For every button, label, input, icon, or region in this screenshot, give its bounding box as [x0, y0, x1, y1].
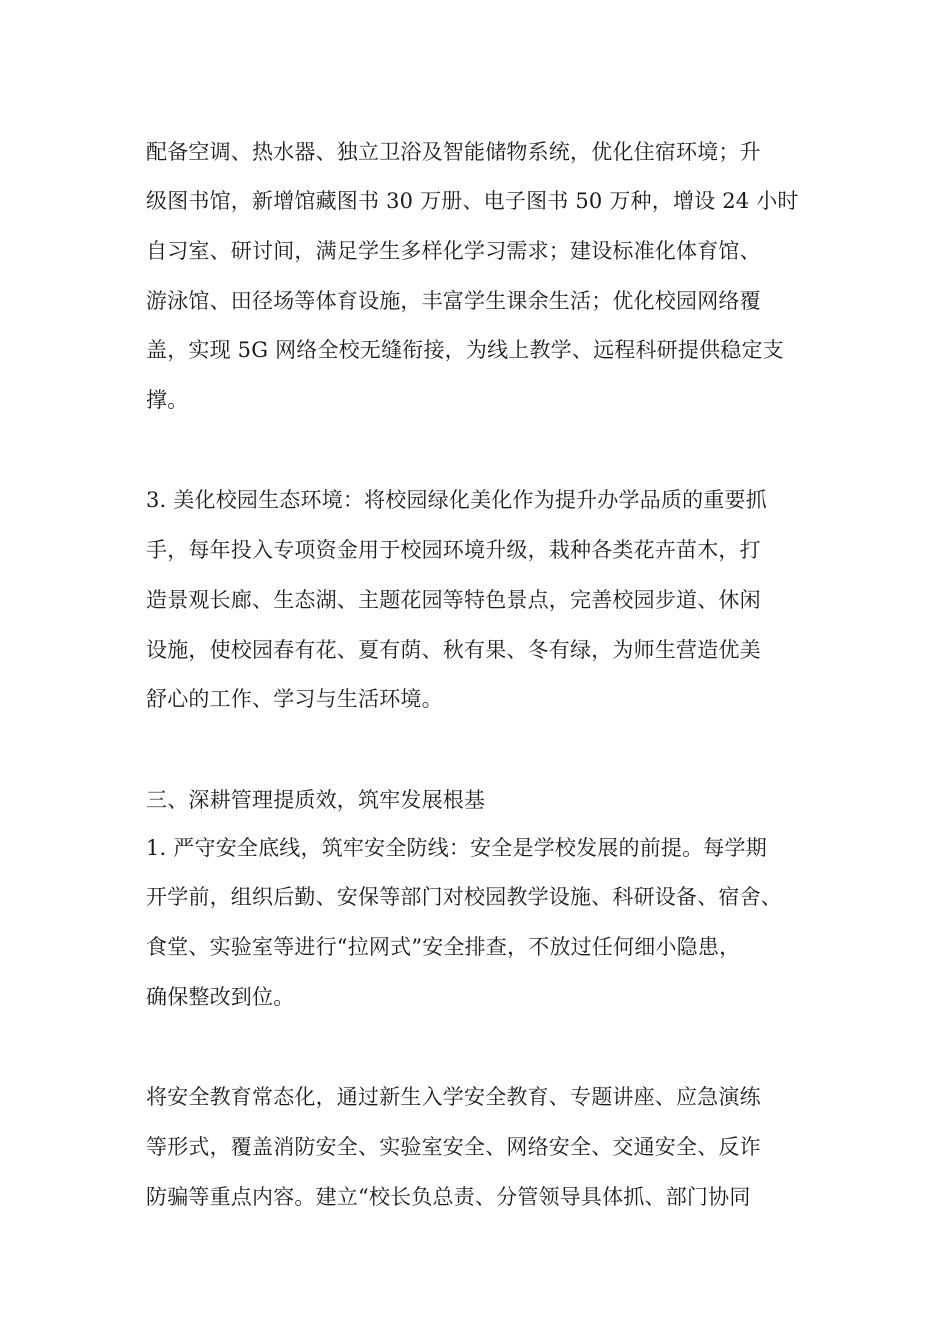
text-line: 防骗等重点内容。建立“校长负总责、分管领导具体抓、部门协同 [146, 1185, 751, 1209]
text-line: 撑。 [146, 388, 189, 412]
text-line: 1. 严守安全底线，筑牢安全防线：安全是学校发展的前提。每学期 [146, 836, 767, 860]
text-line: 舒心的工作、学习与生活环境。 [146, 687, 443, 711]
text-line: 食堂、实验室等进行“拉网式”安全排查，不放过任何细小隐患， [146, 935, 741, 959]
text-line: 级图书馆，新增馆藏图书 30 万册、电子图书 50 万种，增设 24 小时 [146, 189, 799, 213]
text-line: 游泳馆、田径场等体育设施，丰富学生课余生活；优化校园网络覆 [146, 289, 761, 313]
text-line: 将安全教育常态化，通过新生入学安全教育、专题讲座、应急演练 [146, 1085, 761, 1109]
text-line: 确保整改到位。 [146, 985, 295, 1009]
text-line: 手，每年投入专项资金用于校园环境升级，栽种各类花卉苗木，打 [146, 538, 761, 562]
text-line: 设施，使校园春有花、夏有荫、秋有果、冬有绿，为师生营造优美 [146, 638, 761, 662]
text-line: 造景观长廊、生态湖、主题花园等特色景点，完善校园步道、休闲 [146, 588, 761, 612]
text-line: 等形式，覆盖消防安全、实验室安全、网络安全、交通安全、反诈 [146, 1135, 761, 1159]
text-line: 开学前，组织后勤、安保等部门对校园教学设施、科研设备、宿舍、 [146, 885, 782, 909]
text-line: 3. 美化校园生态环境：将校园绿化美化作为提升办学品质的重要抓 [146, 488, 767, 512]
text-line: 自习室、研讨间，满足学生多样化学习需求；建设标准化体育馆、 [146, 239, 761, 263]
section-heading: 三、深耕管理提质效，筑牢发展根基 [146, 788, 486, 812]
text-line: 盖，实现 5G 网络全校无缝衔接，为线上教学、远程科研提供稳定支 [146, 338, 784, 362]
text-line: 配备空调、热水器、独立卫浴及智能储物系统，优化住宿环境；升 [146, 140, 761, 164]
